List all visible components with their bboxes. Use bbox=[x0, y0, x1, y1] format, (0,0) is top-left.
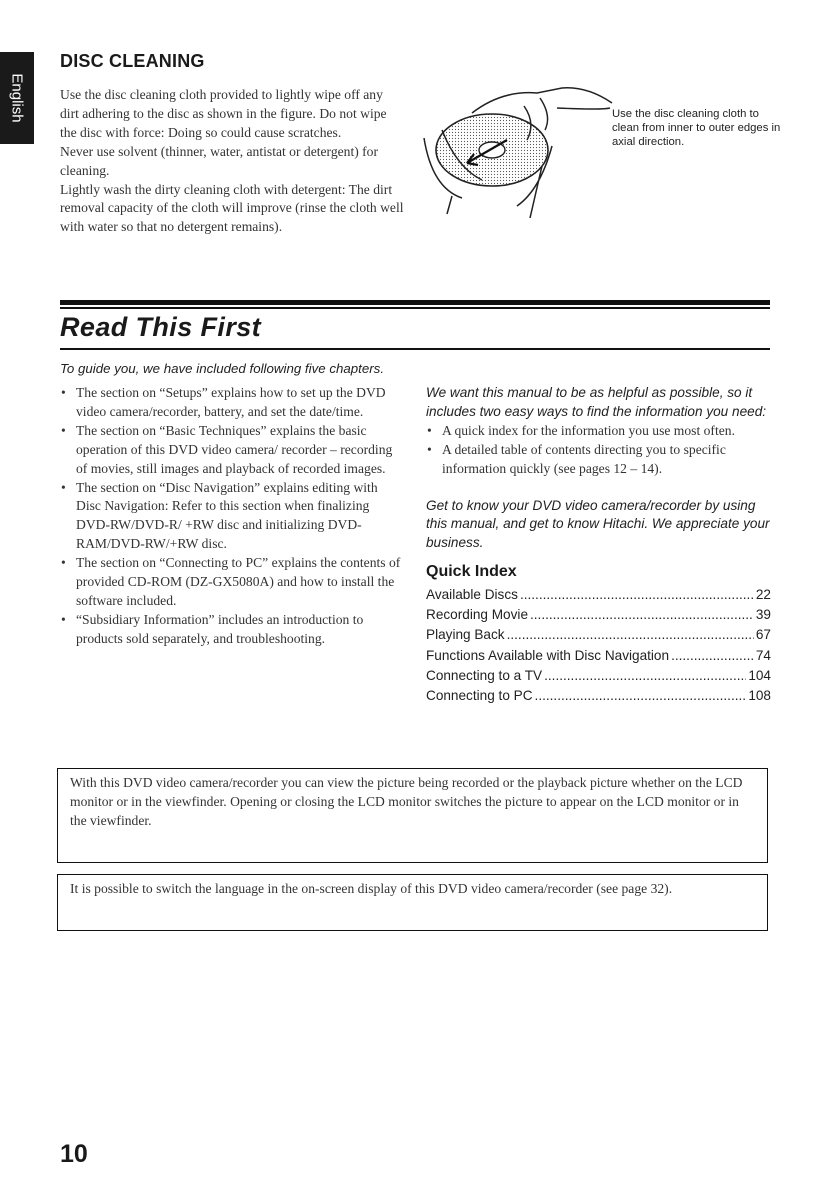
chapter-item: • The section on “Connecting to PC” explains the contents of provided CD-ROM (DZ-GX5080A) and how to install the software included. bbox=[60, 554, 405, 611]
disc-cleaning-paragraph: Never use solvent (thinner, water, antistat or detergent) for cleaning. bbox=[60, 143, 378, 178]
chapters-intro: To guide you, we have included following five chapters. bbox=[60, 361, 385, 376]
chapter-list bbox=[60, 384, 405, 649]
quick-index-title: Quick Index bbox=[426, 563, 517, 581]
quick-index-entry[interactable]: Connecting to PC ..... 108 bbox=[426, 686, 771, 706]
read-this-first-title: Read This First bbox=[60, 312, 262, 342]
disc-cleaning-title: DISC CLEANING bbox=[60, 51, 205, 71]
quick-index-entry[interactable]: Recording Movie ..... 39 bbox=[426, 605, 771, 625]
quick-index-entry[interactable]: Connecting to a TV ..... 104 bbox=[426, 666, 771, 686]
quick-index-entry[interactable]: Playing Back ..... 67 bbox=[426, 625, 771, 645]
closing-text: Get to know your DVD video camera/recorder by using this manual, and get to know Hitachi. We appreciate your business. bbox=[426, 497, 770, 551]
disc-cleaning-paragraph: Use the disc cleaning cloth provided to lightly wipe off any dirt adhering to the disc as shown in the figure. Do not wipe the disc with force: Doing so could cause scratches. bbox=[60, 87, 387, 140]
helpful-item: • A quick index for the information you use most often. bbox=[426, 422, 771, 441]
disc-cleaning-paragraph: Lightly wash the dirty cleaning cloth with detergent: The dirt removal capacity of the cloth will improve (rinse the cloth well with water so that no detergent remains). bbox=[60, 181, 404, 235]
page-number: 10 bbox=[60, 1140, 88, 1168]
note-box-viewfinder: With this DVD video camera/recorder you can view the picture being recorded or the playback picture whether on the LCD monitor or in the viewfinder. Opening or closing the LCD monitor switches the picture to appear on the LCD monitor or in the viewfinder. bbox=[57, 768, 768, 863]
note-box-language: It is possible to switch the language in the on-screen display of this DVD video camera/recorder (see page 32). bbox=[57, 874, 768, 931]
chapter-item: • The section on “Setups” explains how to set up the DVD video camera/recorder, battery, and set the date/time. bbox=[60, 384, 405, 422]
help-column bbox=[426, 384, 771, 706]
chapter-item: • The section on “Basic Techniques” explains the basic operation of this DVD video camera/ recorder – recording of movies, still images and playback of recorded images. bbox=[60, 422, 405, 479]
quick-index-entry[interactable]: Available Discs ..... 22 bbox=[426, 585, 771, 605]
section-rule-top-thin bbox=[60, 307, 770, 309]
section-rule-bottom bbox=[60, 348, 770, 350]
helpful-heading: We want this manual to be as helpful as possible, so it includes two easy ways to find the information you need: bbox=[426, 385, 767, 419]
section-rule-top bbox=[60, 300, 770, 305]
disc-cleaning-caption: Use the disc cleaning cloth to clean from inner to outer edges in axial direction. bbox=[612, 108, 781, 148]
disc-cleaning-illustration bbox=[412, 68, 617, 218]
language-tab-label: English bbox=[8, 73, 26, 123]
helpful-list bbox=[426, 422, 771, 479]
disc-cleaning-body bbox=[60, 86, 405, 237]
helpful-item: • A detailed table of contents directing you to specific information quickly (see pages 12 – 14). bbox=[426, 441, 771, 479]
chapter-item: • “Subsidiary Information” includes an introduction to products sold separately, and troubleshooting. bbox=[60, 611, 405, 649]
language-tab bbox=[0, 52, 34, 144]
quick-index-entry[interactable]: Functions Available with Disc Navigation ..... 74 bbox=[426, 646, 771, 666]
chapter-item: • The section on “Disc Navigation” explains editing with Disc Navigation: Refer to this section when finalizing DVD-RW/DVD-R/ +RW disc and initializing DVD-RAM/DVD-RW/+RW disc. bbox=[60, 479, 405, 555]
